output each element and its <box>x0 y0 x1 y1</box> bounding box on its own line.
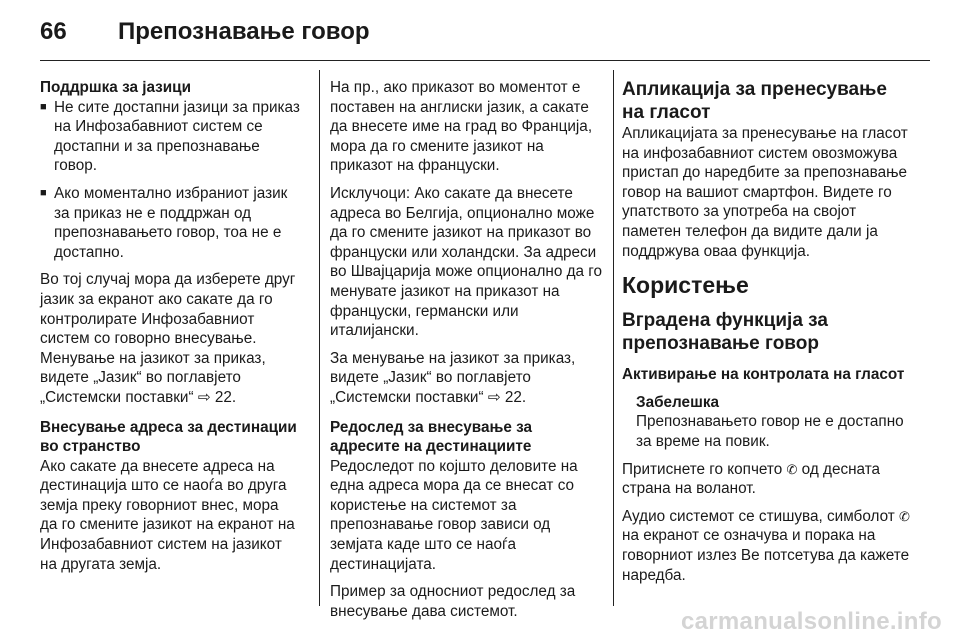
column-left <box>40 78 300 574</box>
bullet-continuation <box>40 270 300 407</box>
bullet-square-icon: ■ <box>40 186 47 199</box>
page-reference[interactable]: 22. <box>214 388 237 406</box>
paragraph: Редоследот по којшто деловите на една адреса мора да се внесат со користење на системот за препознавање говор зависи од земјата каде што се наоѓа дестинацијата. <box>330 457 578 573</box>
bullet-item <box>40 98 300 176</box>
paragraph-text: Притиснете го копчето <box>622 460 783 478</box>
header-rule <box>40 60 930 61</box>
bullet-continuation-text: Во тој случај мора да изберете друг јазик за екранот ако сакате да го контролирате Инфозабавниот систем со говорно внесување. Менување на јазикот за приказ, видете „Јазик“ во поглавјето „Системски поставки“ <box>40 271 296 406</box>
bullet-item <box>40 184 300 262</box>
page-reference-arrow-icon: ⇨ <box>487 388 501 406</box>
section-heading: Редослед за внесување за адресите на дестинациите <box>330 418 533 456</box>
sub-heading: Активирање на контролата на гласот <box>622 366 905 384</box>
column-middle <box>330 78 604 621</box>
bullet-text: Не сите достапни јазици за приказ на Инфозабавниот систем се достапни и за препознавање говор. <box>54 98 300 175</box>
bullet-text: Ако моментално избраниот јазик за приказ не е поддржан од препознавањето говор, тоа не е достапно. <box>54 184 288 261</box>
note-text: Препознавањето говор не е достапно за време на повик. <box>636 413 904 450</box>
watermark: carmanualsonline.info <box>680 608 942 635</box>
column-divider <box>613 70 614 606</box>
note-title: Забелешка <box>636 393 719 411</box>
paragraph-text: на екранот се означува и порака на говорниот излез Ве потсетува да кажете наредба. <box>622 527 910 584</box>
page-reference[interactable]: 22. <box>504 388 527 406</box>
page-reference-arrow-icon: ⇨ <box>197 388 211 406</box>
page-number: 66 <box>40 18 67 45</box>
column-divider <box>319 70 320 606</box>
voice-phone-icon: ✆ <box>786 461 798 477</box>
paragraph <box>622 460 912 499</box>
section-heading: Поддршка за јазици <box>40 79 191 96</box>
paragraph-text: Аудио системот се стишува, симболот <box>622 507 895 525</box>
paragraph <box>622 507 912 585</box>
paragraph: Исклучоци: Ако сакате да внесете адреса во Белгија, опционално може да го смените јазикот на приказот во француски или холандски. За адреси во Швајцарија може опционално да го менувате јазикот на приказот на француски, германски или италијански. <box>330 184 603 340</box>
paragraph <box>330 349 604 408</box>
voice-phone-icon: ✆ <box>899 508 910 524</box>
paragraph-text: од десната страна на воланот. <box>622 460 881 498</box>
paragraph: Пример за односниот редослед за внесување дава системот. <box>330 583 576 620</box>
paragraph-text: За менување на јазикот за приказ, видете „Јазик“ во поглавјето „Системски поставки“ <box>330 349 576 406</box>
column-right <box>622 78 912 585</box>
page-header <box>40 14 370 50</box>
paragraph: Ако сакате да внесете адреса на дестинација што се наоѓа во друга земја преку говорниот внес, мора да го смените јазикот на екранот на Инфозабавниот систем на јазикот на другата земја. <box>40 457 295 573</box>
chapter-heading: Користење <box>622 272 749 299</box>
note-box <box>636 393 912 452</box>
bullet-square-icon: ■ <box>40 100 47 113</box>
subsection-heading: Вградена функција за препознавање говор <box>622 310 828 355</box>
section-heading: Апликација за пренесување на гласот <box>622 79 887 123</box>
paragraph: На пр., ако приказот во моментот е поставен на англиски јазик, а сакате да внесете име на град во Франција, мора да го смените јазикот на приказот на француски. <box>330 79 593 175</box>
paragraph: Апликацијата за пренесување на гласот на инфозабавниот систем овозможува пристап до наредбите за препознавање говор на вашиот смартфон. Видете го упатството за употреба на својот паметен телефон да видите дали ја поддржува оваа функција. <box>622 125 908 260</box>
page-title: Препознавање говор <box>118 18 370 45</box>
section-heading: Внесување адреса за дестинации во странство <box>40 418 297 456</box>
